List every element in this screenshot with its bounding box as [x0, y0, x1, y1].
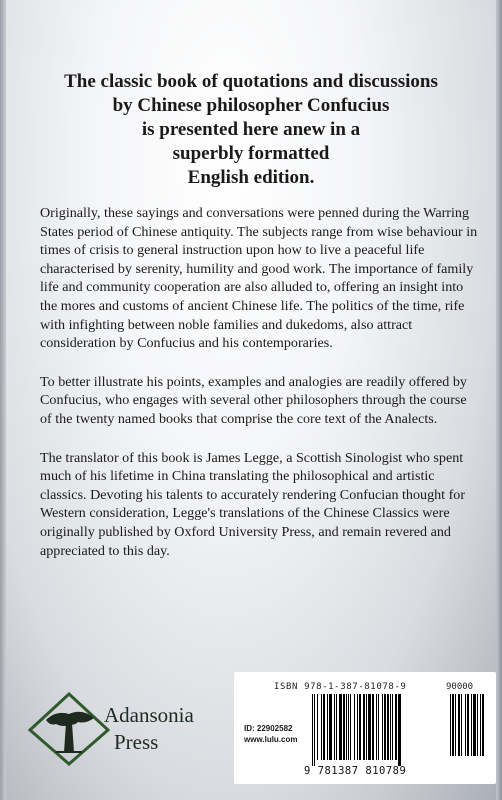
barcode-bar — [461, 694, 462, 756]
barcode-bar — [387, 694, 389, 760]
barcode-bar — [392, 694, 393, 760]
baobab-tree-icon — [26, 690, 112, 766]
barcode-bar — [350, 694, 351, 760]
headline-line: English edition. — [187, 167, 315, 188]
barcode-bar — [321, 694, 322, 760]
barcode-bars — [312, 694, 444, 766]
barcode-bar — [480, 694, 481, 756]
barcode-bar — [334, 694, 335, 760]
description-paragraph: The translator of this book is James Legge, a Scottish Sinologist who spent much of his lifetime in China translating the philosophical and artistic classics. Devoting his talents to accurately rendering Confucian thought for Western consideration, Legge's translations of the Chinese Classics were originally published by Oxford University Press, and remain revered and appreciated to this day. — [40, 449, 466, 559]
barcode-bar — [384, 694, 386, 760]
isbn-barcode — [234, 672, 496, 784]
publisher-logo — [26, 690, 206, 770]
barcode-bar — [473, 694, 476, 756]
price-code: 90000 — [446, 682, 474, 692]
cover-right-edge — [496, 0, 502, 800]
barcode-bar — [378, 694, 379, 760]
barcode-bar — [336, 694, 337, 760]
barcode-bar — [390, 694, 391, 760]
headline-line: The classic book of quotations and discussions — [64, 71, 438, 92]
barcode-bar — [329, 694, 332, 760]
barcode-bar — [376, 694, 377, 760]
barcode-bar — [455, 694, 456, 756]
barcode-bar — [348, 694, 349, 760]
headline-line: superbly formatted — [172, 143, 330, 164]
barcode-bar — [323, 694, 325, 760]
barcode-digits: 9 781387 810789 — [304, 765, 407, 777]
description-paragraph: To better illustrate his points, examples and analogies are readily offered by Confucius, who engages with several other philosophers through the course of the twenty named books that comprise the core text of the Analects. — [40, 373, 467, 427]
barcode-bar — [465, 694, 466, 756]
barcode-bar — [458, 694, 460, 756]
barcode-bar — [372, 694, 374, 760]
barcode-bar — [314, 694, 315, 766]
barcode-bar — [467, 694, 469, 756]
headline-line: is presented here anew in a — [141, 119, 361, 140]
barcode-bar — [346, 694, 347, 760]
barcode-bar — [366, 694, 367, 760]
barcode-bar — [477, 694, 478, 756]
isbn-text: ISBN 978-1-387-81078-9 — [274, 682, 407, 692]
barcode-bar — [354, 694, 355, 760]
publisher-name-line: Adansonia — [104, 703, 194, 727]
barcode-bar — [450, 694, 451, 756]
barcode-bar — [452, 694, 454, 756]
publisher-name — [104, 702, 194, 756]
barcode-bar — [398, 694, 401, 766]
barcode-bar — [339, 694, 342, 760]
barcode-bar — [317, 694, 318, 760]
barcode-bar — [382, 694, 383, 760]
cover-left-edge — [0, 0, 6, 800]
barcode-bar — [482, 694, 484, 756]
lulu-url: www.lulu.com — [244, 735, 298, 744]
addon-barcode-bars — [450, 694, 492, 756]
lulu-id: ID: 22902582 — [244, 724, 293, 733]
description-paragraph: Originally, these sayings and conversations were penned during the Warring States period of Chinese antiquity. The subjects range from wise behaviour in times of crisis to general instruction upon how to live a peaceful life characterised by serenity, humility and good work. The importance of family life and community cooperation are also alluded to, offering an insight into the mores and customs of ancient Chinese life. The politics of the time, rife with infighting between noble families and dukedoms, also attract consideration by Confucius and his contemporaries. — [40, 205, 478, 352]
barcode-bar — [343, 694, 345, 760]
headline-line: by Chinese philosopher Confucius — [112, 95, 390, 116]
barcode-bar — [363, 694, 365, 760]
description — [40, 204, 480, 580]
headline — [40, 70, 462, 190]
barcode-bar — [368, 694, 371, 760]
barcode-bar — [471, 694, 472, 756]
barcode-bar — [312, 694, 313, 766]
barcode-bar — [357, 694, 358, 760]
publisher-name-line: Press — [114, 730, 159, 754]
barcode-bar — [359, 694, 361, 760]
barcode-bar — [395, 694, 397, 760]
barcode-bar — [327, 694, 328, 760]
